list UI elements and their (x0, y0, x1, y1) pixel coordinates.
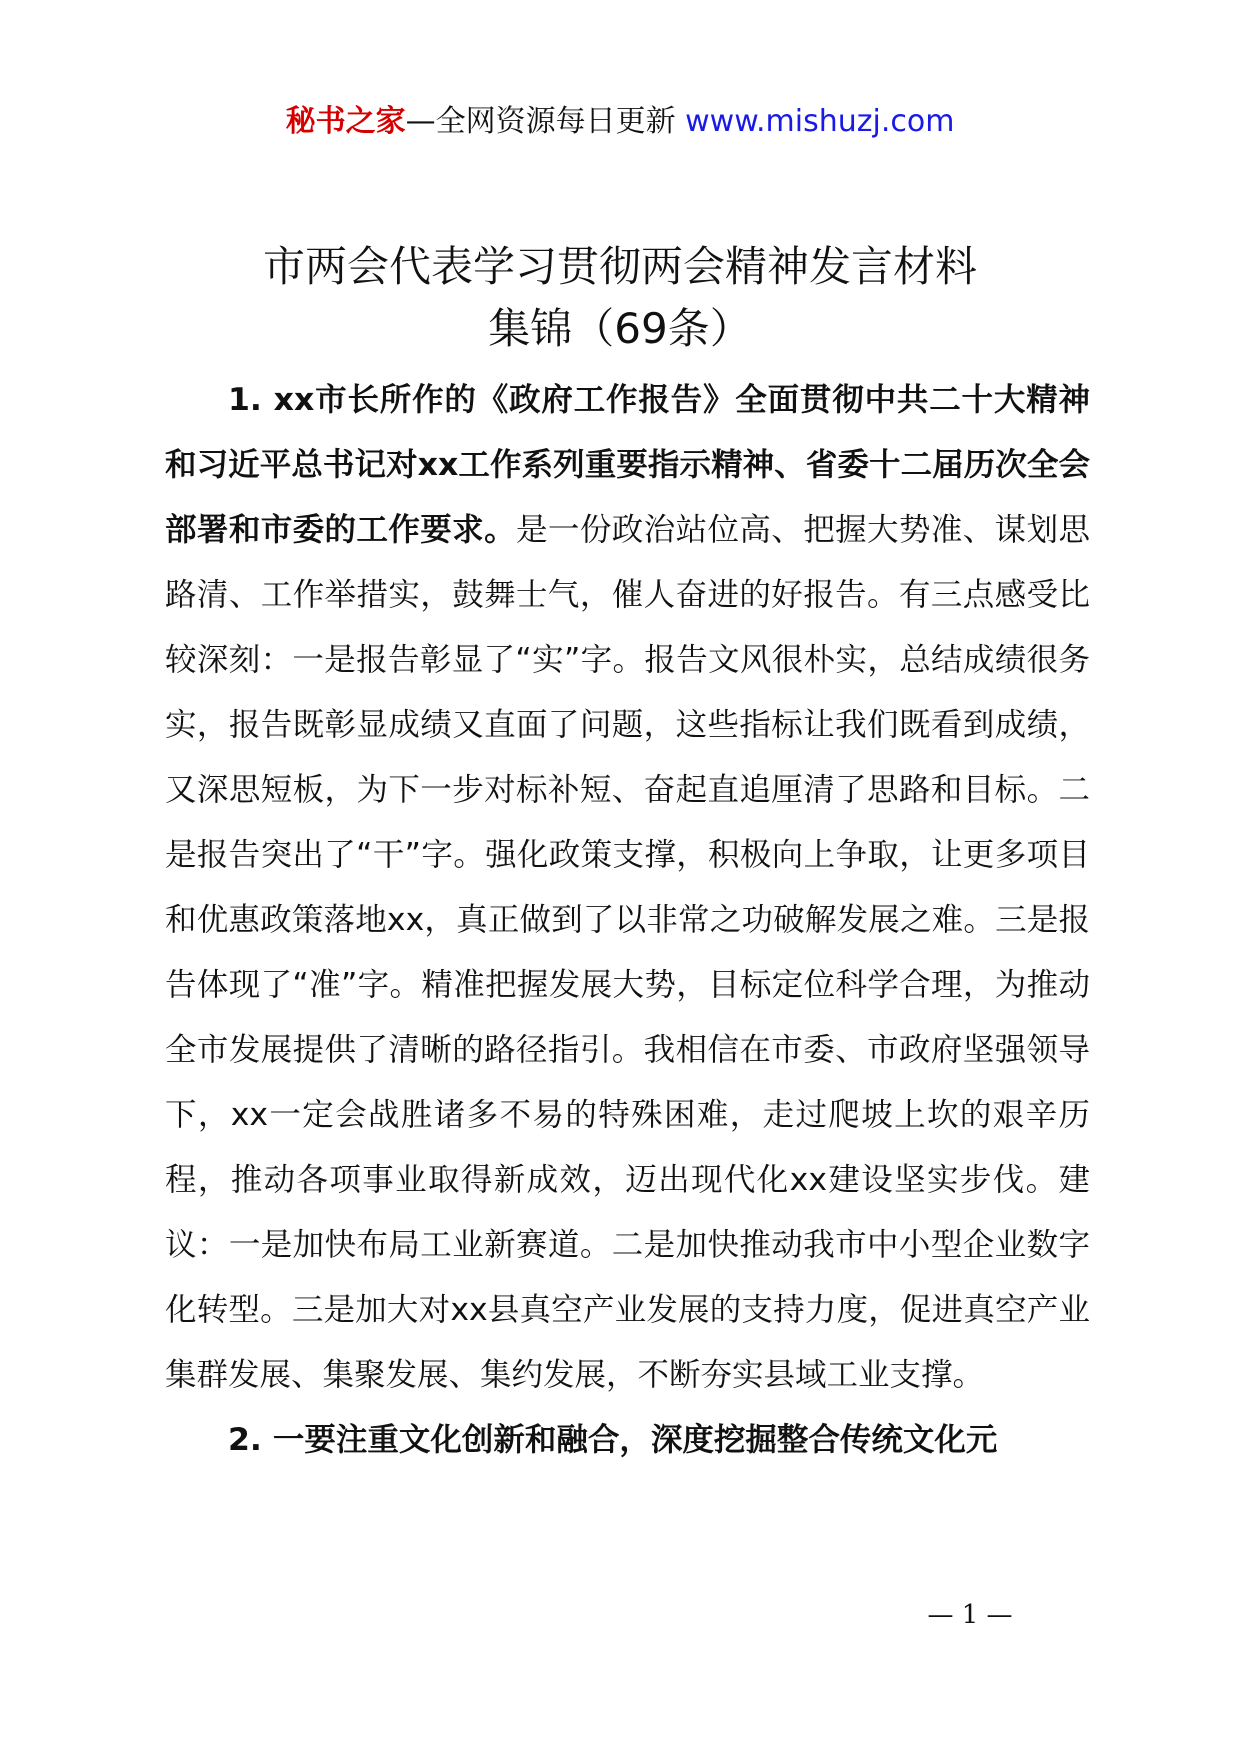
paragraph-item-1 (165, 368, 1090, 1408)
paragraph-item-2 (165, 1408, 1090, 1473)
title-line-1: 市两会代表学习贯彻两会精神发言材料 (262, 242, 977, 291)
page-number: — 1 — (927, 1600, 1013, 1630)
paragraph-item-1-text: 是一份政治站位高、把握大势准、谋划思路清、工作举措实，鼓舞士气，催人奋进的好报告。有三点感受比较深刻：一是报告彰显了“实”字。报告文风很朴实，总结成绩很务实，报告既彰显成绩又直面了问题，这些指标让我们既看到成绩，又深思短板，为下一步对标补短、奋起直追厘清了思路和目标。二是报告突出了“干”字。强化政策支撑，积极向上争取，让更多项目和优惠政策落地xx，真正做到了以非常之功破解发展之难。三是报告体现了“准”字。精准把握发展大势，目标定位科学合理，为推动全市发展提供了清晰的路径指引。我相信在市委、市政府坚强领导下，xx一定会战胜诸多不易的特殊困难，走过爬坡上坎的艰辛历程，推动各项事业取得新成效，迈出现代化xx建设坚实步伐。建议：一是加快布局工业新赛道。二是加快推动我市中小型企业数字化转型。三是加大对xx县真空产业发展的支持力度，促进真空产业集群发展、集聚发展、集约发展，不断夯实县域工业支撑。 (165, 512, 1090, 1393)
brand-name: 秘书之家 (285, 104, 406, 139)
header-tagline: —全网资源每日更新 (405, 104, 686, 139)
document-body (165, 368, 1090, 1473)
paragraph-item-1-lead: 1. xx市长所作的《政府工作报告》全面贯彻中共二十大精神和习近平总书记对xx工作系列重要指示精神、省委十二届历次全会部署和市委的工作要求。 (165, 382, 1090, 548)
site-url-link[interactable]: www.mishuzj.com (685, 104, 955, 139)
document-title (0, 236, 1240, 360)
site-header (0, 100, 1240, 144)
paragraph-item-2-lead: 2. 一要注重文化创新和融合，深度挖掘整合传统文化元 (228, 1422, 998, 1458)
title-line-2: 集锦（69条） (488, 304, 752, 353)
